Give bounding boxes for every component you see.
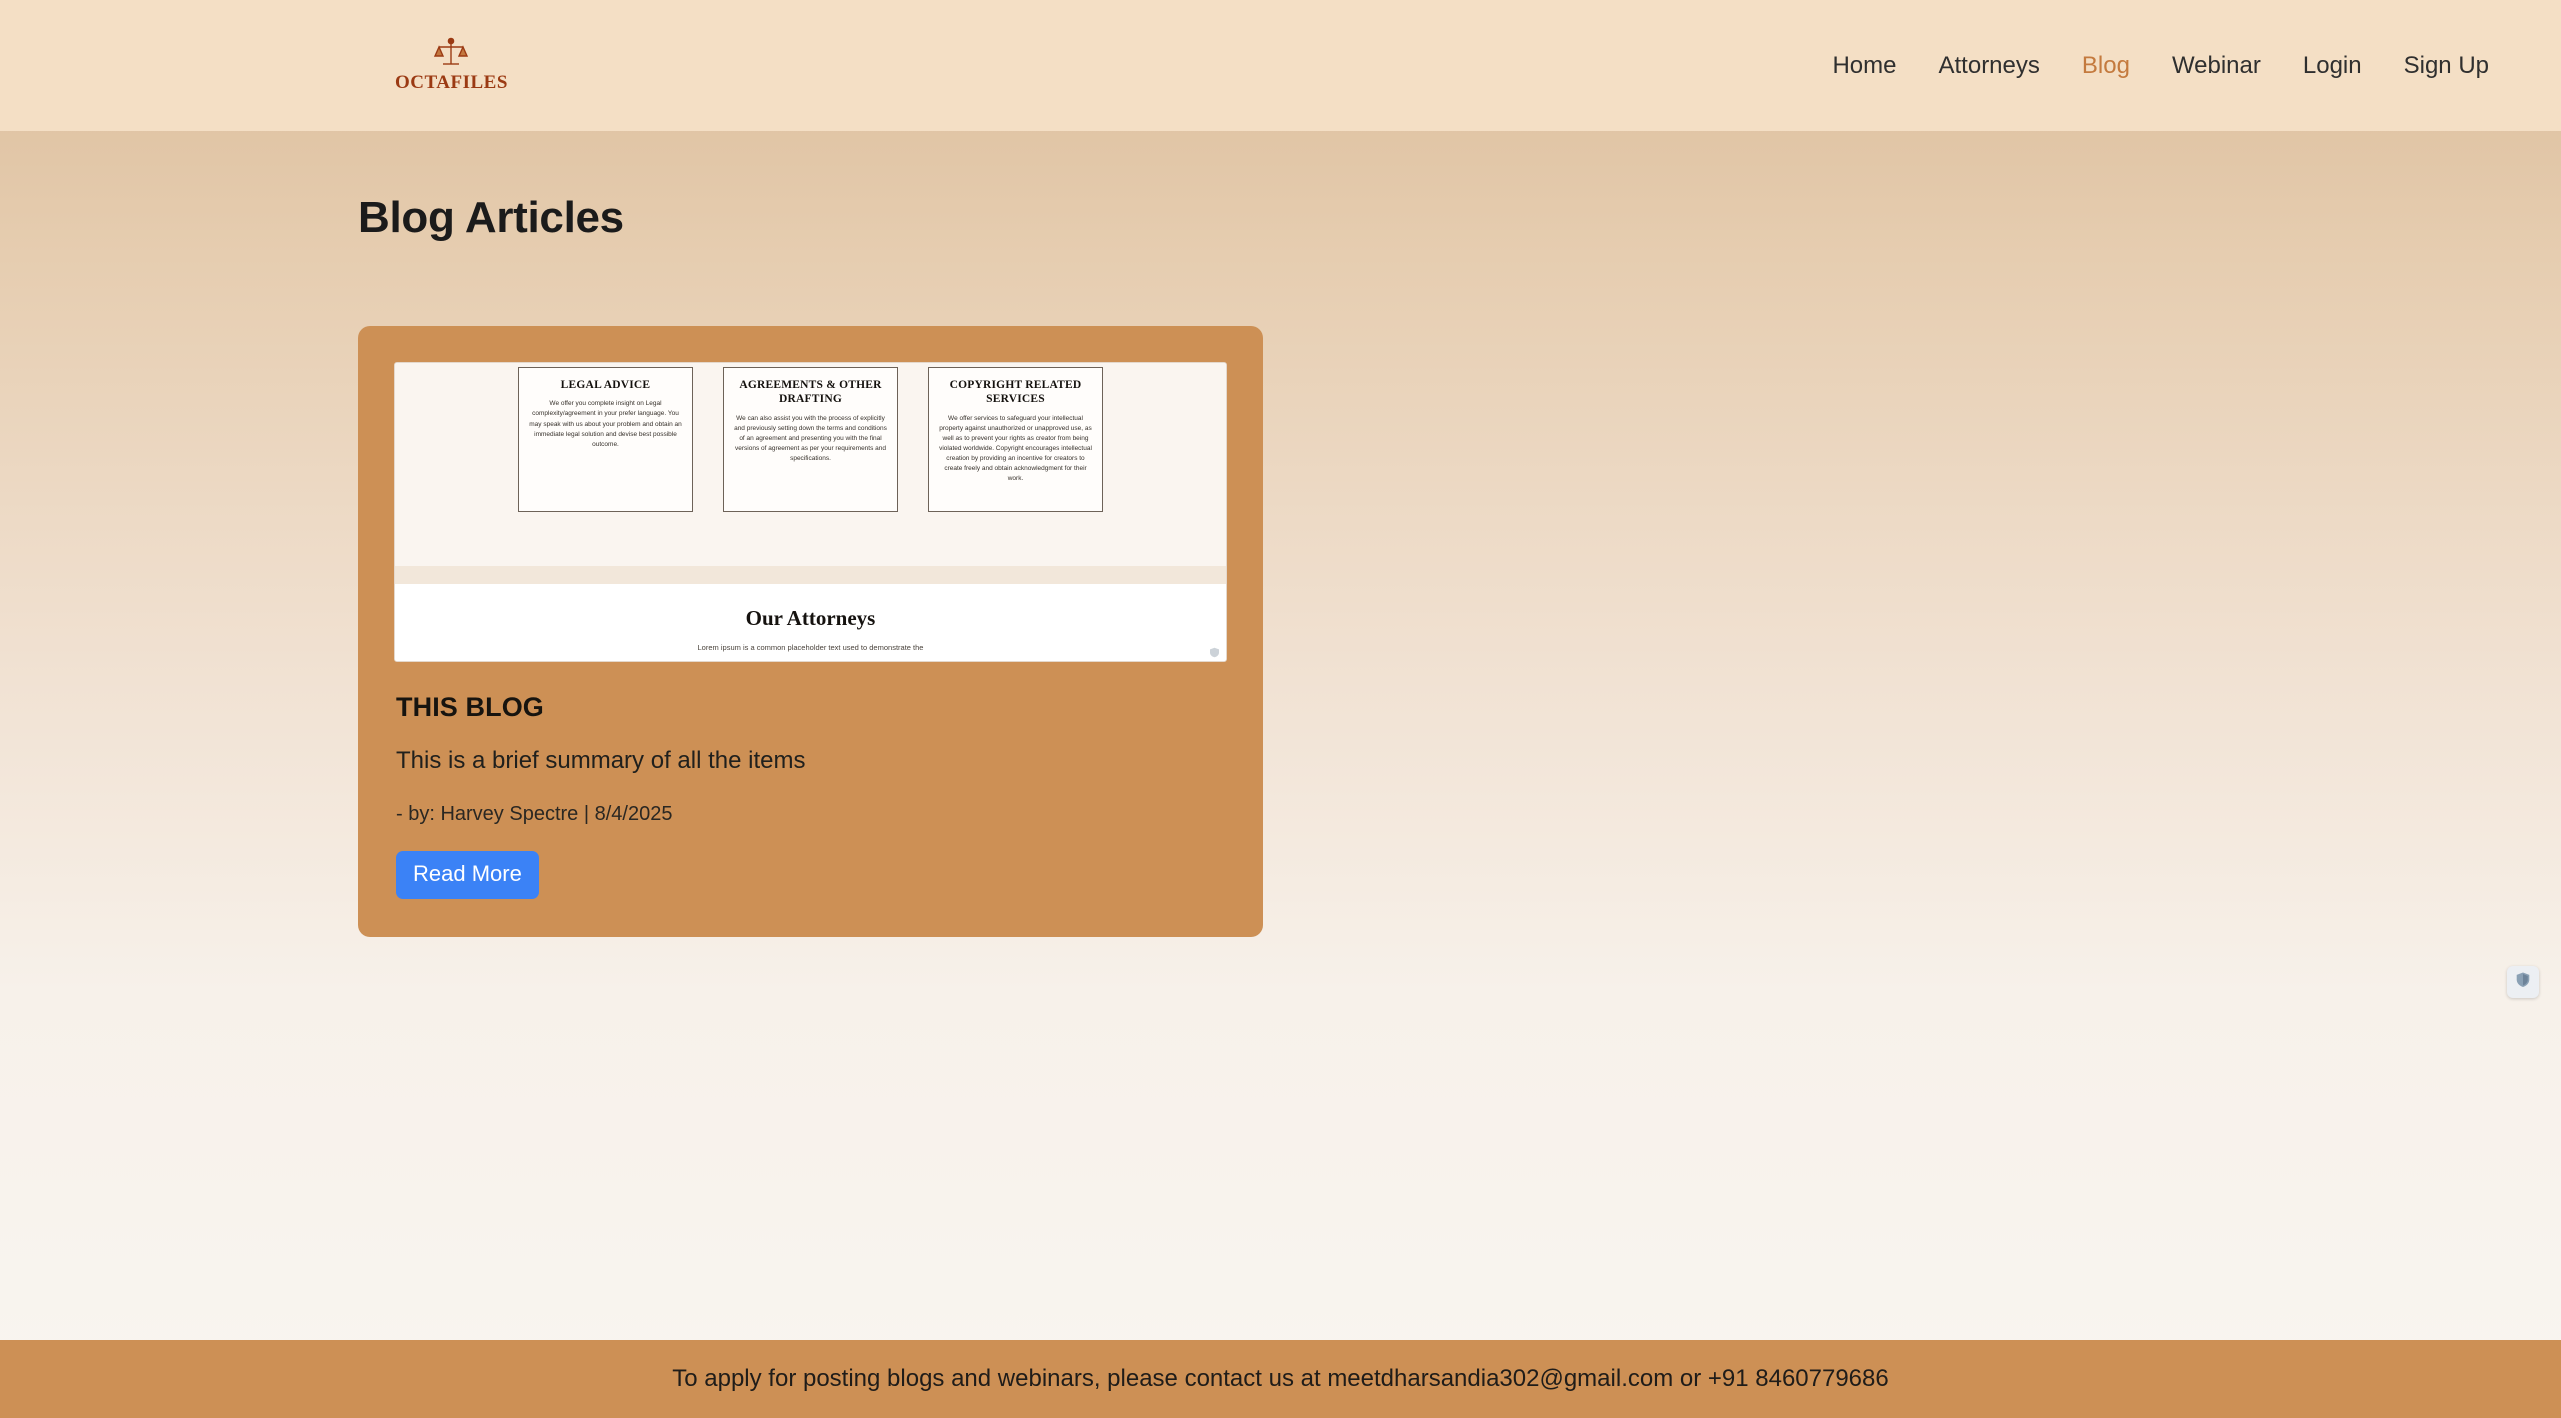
nav-item-home[interactable]: Home (1832, 51, 1897, 79)
thumbnail-service-title: COPYRIGHT RELATED SERVICES (949, 379, 1082, 406)
thumbnail-divider (395, 566, 1226, 584)
site-footer (0, 1340, 2561, 1418)
thumbnail-service-title: AGREEMENTS & OTHER DRAFTING (739, 379, 882, 406)
blog-list (0, 243, 2561, 937)
thumbnail-service-body: We can also assist you with the process of explicitly and previously setting down the terms and conditions of an agreement and presenting you with the final versions of agreement as per your requirements and specifications. (734, 414, 887, 462)
main-navigation (1832, 52, 2489, 80)
scales-of-justice-icon (432, 37, 470, 71)
thumbnail-services-row (395, 363, 1226, 566)
brand-logo[interactable] (395, 37, 508, 94)
nav-item-signup[interactable]: Sign Up (2403, 51, 2489, 79)
nav-item-blog[interactable]: Blog (2081, 51, 2130, 79)
thumbnail-service-card (518, 367, 693, 512)
footer-contact-text: To apply for posting blogs and webinars, please contact us at meetdharsandia302@gmail.com or +91 8460779686 (672, 1365, 1889, 1392)
privacy-shield-badge[interactable] (2507, 966, 2539, 998)
brand-name: OCTAFILES (395, 72, 508, 93)
page-title: Blog Articles (358, 193, 624, 242)
thumbnail-service-card (928, 367, 1103, 512)
nav-item-login[interactable]: Login (2302, 51, 2362, 79)
thumbnail-section-subtitle: Lorem ipsum is a common placeholder text used to demonstrate the (697, 643, 924, 652)
thumbnail-attorneys-section (395, 584, 1226, 661)
thumbnail-corner-icon (1209, 645, 1220, 656)
thumbnail-service-title: LEGAL ADVICE (560, 379, 651, 391)
shield-icon (2514, 971, 2532, 994)
blog-card-byline: - by: Harvey Spectre | 8/4/2025 (396, 803, 673, 825)
blog-card[interactable] (358, 326, 1263, 937)
thumbnail-service-body: We offer services to safeguard your intellectual property against unauthorized or unapproved use, as well as to prevent your rights as creator from being violated worldwide. Copyright encourages intellectual creation by providing an incentive for creators to create freely and obtain acknowledgment for their work. (939, 414, 1092, 483)
read-more-button[interactable]: Read More (396, 851, 539, 899)
thumbnail-service-card (723, 367, 898, 512)
nav-item-attorneys[interactable]: Attorneys (1938, 51, 2040, 79)
thumbnail-section-title: Our Attorneys (745, 606, 876, 630)
blog-card-summary: This is a brief summary of all the items (396, 747, 806, 774)
blog-card-title: THIS BLOG (396, 692, 544, 722)
thumbnail-service-body: We offer you complete insight on Legal complexity/agreement in your prefer language. You may speak with us about your problem and obtain an immediate legal solution and devise best possible outcome. (529, 400, 682, 448)
nav-item-webinar[interactable]: Webinar (2171, 51, 2261, 79)
site-header (0, 0, 2561, 131)
blog-thumbnail (394, 362, 1227, 662)
